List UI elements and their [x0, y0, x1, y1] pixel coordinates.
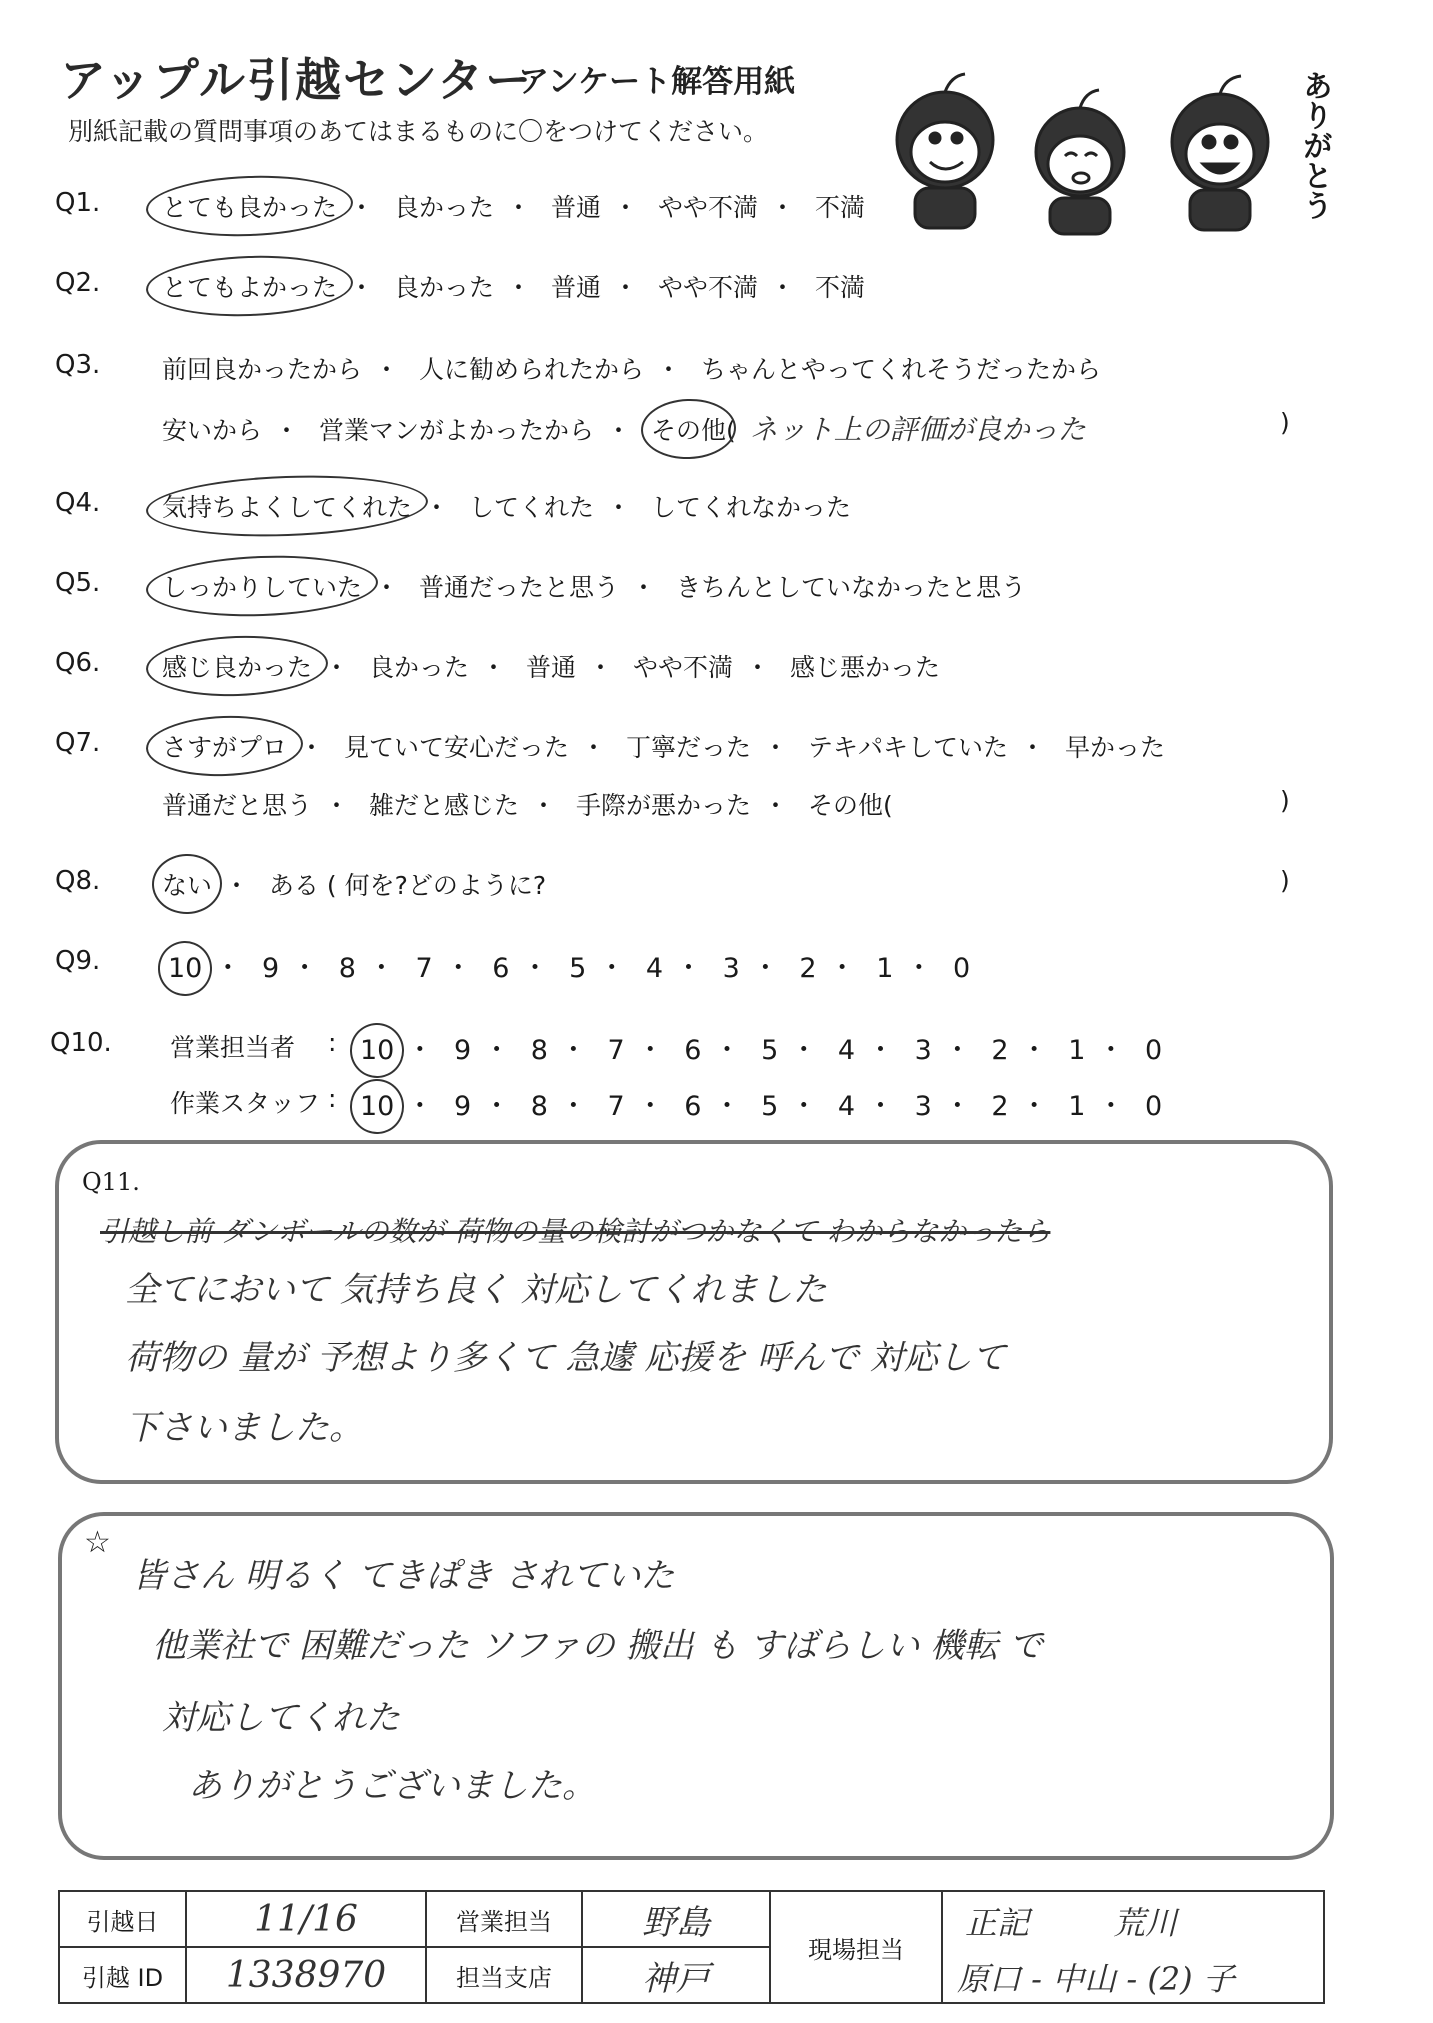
q7-options-row1: さすがプロ ・ 見ていて安心だった ・ 丁寧だった ・ テキパキしていた ・ 早かった [162, 728, 1165, 764]
q6-option-3[interactable]: 普通 [525, 653, 576, 682]
q10-sales-score-3[interactable]: 3 [914, 1035, 932, 1066]
q7-option-1[interactable]: さすがプロ [162, 728, 287, 764]
form-title: アンケート解答用紙 [518, 64, 796, 100]
q8-close-paren: ) [1280, 866, 1290, 895]
q6-option-4[interactable]: やや不満 [632, 653, 733, 682]
q10-sales-scale: 10 ・ 9 ・ 8 ・ 7 ・ 6 ・ 5 ・ 4 ・ 3 ・ 2 ・ 1 ・ 0 [360, 1035, 1163, 1066]
q10-staff-score-8[interactable]: 8 [530, 1091, 548, 1122]
q10-sales-label: 営業担当者 [170, 1033, 296, 1062]
move-id-value[interactable] [186, 1947, 426, 2003]
q3-option-6[interactable]: その他 [651, 411, 726, 447]
q7-option-9[interactable]: その他( [807, 791, 893, 820]
q3-other-handwritten: ネット上の評価が良かった [749, 413, 1086, 446]
q6-option-1[interactable]: 感じ良かった [162, 648, 312, 684]
thanks-text: ありがとう [1297, 70, 1332, 220]
q1-option-3[interactable]: 普通 [550, 193, 601, 222]
move-info-table [58, 1890, 1325, 2004]
q10-sales-colon: : [328, 1028, 337, 1057]
q9-score-7[interactable]: 7 [415, 953, 433, 984]
site-staff-label: 現場担当 [770, 1891, 942, 2003]
q3-number: Q3. [55, 350, 101, 380]
monkey-mascots-illustration [885, 60, 1345, 240]
q5-option-2[interactable]: 普通だったと思う [418, 573, 619, 602]
q6-option-5[interactable]: 感じ悪かった [789, 653, 940, 682]
q1-options: とても良かった ・ 良かった ・ 普通 ・ やや不満 ・ 不満 [162, 188, 865, 224]
comment-line-2: 他業社で 困難だった ソファの 搬出 も すばらしい 機転 で [152, 1626, 1043, 1666]
q9-score-2[interactable]: 2 [799, 953, 817, 984]
q10-sales-score-7[interactable]: 7 [607, 1035, 625, 1066]
q3-close-paren: ) [1280, 408, 1290, 437]
q11-line-3: 下さいました。 [125, 1408, 363, 1448]
q10-sales-score-0[interactable]: 0 [1144, 1035, 1163, 1066]
q5-options: しっかりしていた ・ 普通だったと思う ・ きちんとしていなかったと思う [162, 568, 1026, 604]
q1-option-4[interactable]: やや不満 [657, 193, 758, 222]
move-date-label: 引越日 [59, 1891, 186, 1947]
q3-options-row1: 前回良かったから ・ 人に勧められたから ・ ちゃんとやってくれそうだったから [162, 350, 1101, 386]
q4-option-2[interactable]: してくれた [468, 493, 594, 522]
comment-line-3: 対応してくれた [162, 1698, 400, 1738]
q10-sales-score-2[interactable]: 2 [991, 1035, 1009, 1066]
star-icon: ☆ [84, 1525, 111, 1560]
site-staff-bottom: 原口 - 中山 - (2) 子 [957, 1960, 1235, 1998]
q10-number: Q10. [50, 1028, 112, 1058]
q7-options-row2: 普通だと思う ・ 雑だと感じた ・ 手際が悪かった ・ その他( [162, 786, 893, 822]
q7-option-4[interactable]: テキパキしていた [807, 733, 1008, 762]
branch-text: 神戸 [642, 1958, 710, 1999]
q6-number: Q6. [55, 648, 101, 678]
q10-staff-colon: : [328, 1084, 337, 1113]
site-staff-value[interactable] [942, 1891, 1324, 2003]
q9-score-9[interactable]: 9 [261, 953, 280, 984]
q2-option-1[interactable]: とてもよかった [162, 268, 337, 304]
q2-option-2[interactable]: 良かった [393, 273, 494, 302]
q3-option-2[interactable]: 人に勧められたから [418, 355, 644, 384]
move-date-text: 11/16 [254, 1898, 358, 1940]
q4-number: Q4. [55, 488, 101, 518]
q4-options: 気持ちよくしてくれた ・ してくれた ・ してくれなかった [162, 488, 851, 524]
q5-option-3[interactable]: きちんとしていなかったと思う [675, 573, 1026, 602]
q7-option-7[interactable]: 雑だと感じた [368, 791, 519, 820]
instruction-text: 別紙記載の質問事項のあてはまるものに〇をつけてください。 [68, 117, 769, 146]
q9-score-3[interactable]: 3 [722, 953, 740, 984]
move-id-label: 引越 ID [59, 1947, 186, 2003]
site-staff-top-left: 正記 [965, 1904, 1030, 1942]
q10-staff-score-7[interactable]: 7 [607, 1091, 625, 1122]
q5-number: Q5. [55, 568, 101, 598]
q6-option-2[interactable]: 良かった [368, 653, 469, 682]
company-name: アップル引越センター [60, 53, 534, 107]
q10-staff-score-9[interactable]: 9 [453, 1091, 472, 1122]
q4-option-1[interactable]: 気持ちよくしてくれた [162, 488, 412, 524]
q8-option-2[interactable]: ある ( 何を?どのように? [268, 871, 547, 900]
q11-struck-text: 引越し前 ダンボールの数が 荷物の量の検討がつかなくて わからなかったら [100, 1215, 1051, 1248]
q11-line-2: 荷物の 量が 予想より多くて 急遽 応援を 呼んで 対応して [125, 1338, 1006, 1378]
q10-sales-score-1[interactable]: 1 [1068, 1035, 1086, 1066]
q2-number: Q2. [55, 268, 101, 298]
q8-number: Q8. [55, 866, 101, 896]
q10-staff-score-0[interactable]: 0 [1144, 1091, 1163, 1122]
q2-option-4[interactable]: やや不満 [657, 273, 758, 302]
q9-number: Q9. [55, 946, 101, 976]
q9-scale: 10 ・ 9 ・ 8 ・ 7 ・ 6 ・ 5 ・ 4 ・ 3 ・ 2 ・ 1 ・ 0 [168, 953, 971, 984]
q1-option-1[interactable]: とても良かった [162, 188, 337, 224]
branch-label: 担当支店 [426, 1947, 582, 2003]
q11-line-1: 全てにおいて 気持ち良く 対応してくれました [125, 1270, 827, 1310]
q9-score-0[interactable]: 0 [952, 953, 971, 984]
q7-option-5[interactable]: 早かった [1064, 733, 1165, 762]
q10-sales-score-4[interactable]: 4 [837, 1035, 856, 1066]
q7-option-2[interactable]: 見ていて安心だった [343, 733, 569, 762]
q5-option-1[interactable]: しっかりしていた [162, 568, 362, 604]
q11-label: Q11. [82, 1168, 140, 1196]
q10-staff-score-3[interactable]: 3 [914, 1091, 932, 1122]
q10-sales-score-6[interactable]: 6 [684, 1035, 702, 1066]
q2-options: とてもよかった ・ 良かった ・ 普通 ・ やや不満 ・ 不満 [162, 268, 865, 304]
q1-option-5[interactable]: 不満 [814, 193, 865, 222]
move-id-text: 1338970 [225, 1954, 387, 1996]
q2-option-3[interactable]: 普通 [550, 273, 601, 302]
q9-score-6[interactable]: 6 [492, 953, 510, 984]
q7-option-8[interactable]: 手際が悪かった [575, 791, 751, 820]
q10-staff-score-6[interactable]: 6 [684, 1091, 702, 1122]
monkey-face-1 [897, 74, 993, 228]
q10-sales-score-10[interactable]: 10 [360, 1035, 395, 1066]
q10-sales-score-9[interactable]: 9 [453, 1035, 472, 1066]
q10-staff-score-1[interactable]: 1 [1068, 1091, 1086, 1122]
q10-staff-score-4[interactable]: 4 [837, 1091, 856, 1122]
q7-option-6[interactable]: 普通だと思う [162, 791, 313, 820]
q10-sales-score-8[interactable]: 8 [530, 1035, 548, 1066]
comment-line-4: ありがとうございました。 [188, 1766, 596, 1806]
monkey-face-3 [1172, 76, 1268, 230]
sales-rep-value[interactable] [582, 1891, 770, 1947]
q6-options: 感じ良かった ・ 良かった ・ 普通 ・ やや不満 ・ 感じ悪かった [162, 648, 940, 684]
q2-option-5[interactable]: 不満 [814, 273, 865, 302]
q1-number: Q1. [55, 188, 101, 218]
q10-sales-score-5[interactable]: 5 [761, 1035, 779, 1066]
q1-option-2[interactable]: 良かった [393, 193, 494, 222]
move-date-value[interactable] [186, 1891, 426, 1947]
q9-score-1[interactable]: 1 [876, 953, 894, 984]
q3-option-1[interactable]: 前回良かったから [162, 355, 363, 384]
site-staff-top-right: 荒川 [1113, 1904, 1178, 1942]
q9-score-8[interactable]: 8 [338, 953, 356, 984]
q10-staff-score-2[interactable]: 2 [991, 1091, 1009, 1122]
q8-option-1[interactable]: ない [162, 866, 212, 902]
monkey-face-2 [1036, 90, 1124, 234]
q3-option-3[interactable]: ちゃんとやってくれそうだったから [700, 355, 1101, 384]
q7-close-paren: ) [1280, 786, 1290, 815]
q9-score-10[interactable]: 10 [168, 953, 203, 984]
q10-staff-label: 作業スタッフ [170, 1089, 321, 1118]
q10-staff-scale: 10 ・ 9 ・ 8 ・ 7 ・ 6 ・ 5 ・ 4 ・ 3 ・ 2 ・ 1 ・ 0 [360, 1091, 1163, 1122]
q8-options: ない ・ ある ( 何を?どのように? [162, 866, 546, 902]
q10-staff-score-5[interactable]: 5 [761, 1091, 779, 1122]
q3-option-5[interactable]: 営業マンがよかったから [318, 416, 594, 445]
q4-option-3[interactable]: してくれなかった [650, 493, 851, 522]
q10-staff-score-10[interactable]: 10 [360, 1091, 395, 1122]
q7-option-3[interactable]: 丁寧だった [625, 733, 751, 762]
q7-number: Q7. [55, 728, 101, 758]
q9-score-5[interactable]: 5 [569, 953, 587, 984]
branch-value[interactable] [582, 1947, 770, 2003]
sales-rep-label: 営業担当 [426, 1891, 582, 1947]
q9-score-4[interactable]: 4 [645, 953, 664, 984]
q3-option-4[interactable]: 安いから [162, 416, 263, 445]
q3-options-row2: 安いから ・ 営業マンがよかったから ・ その他( ネット上の評価が良かった [162, 413, 1086, 446]
sales-rep-text: 野島 [642, 1902, 710, 1943]
comment-line-1: 皆さん 明るく てきぱき されていた [132, 1556, 675, 1596]
